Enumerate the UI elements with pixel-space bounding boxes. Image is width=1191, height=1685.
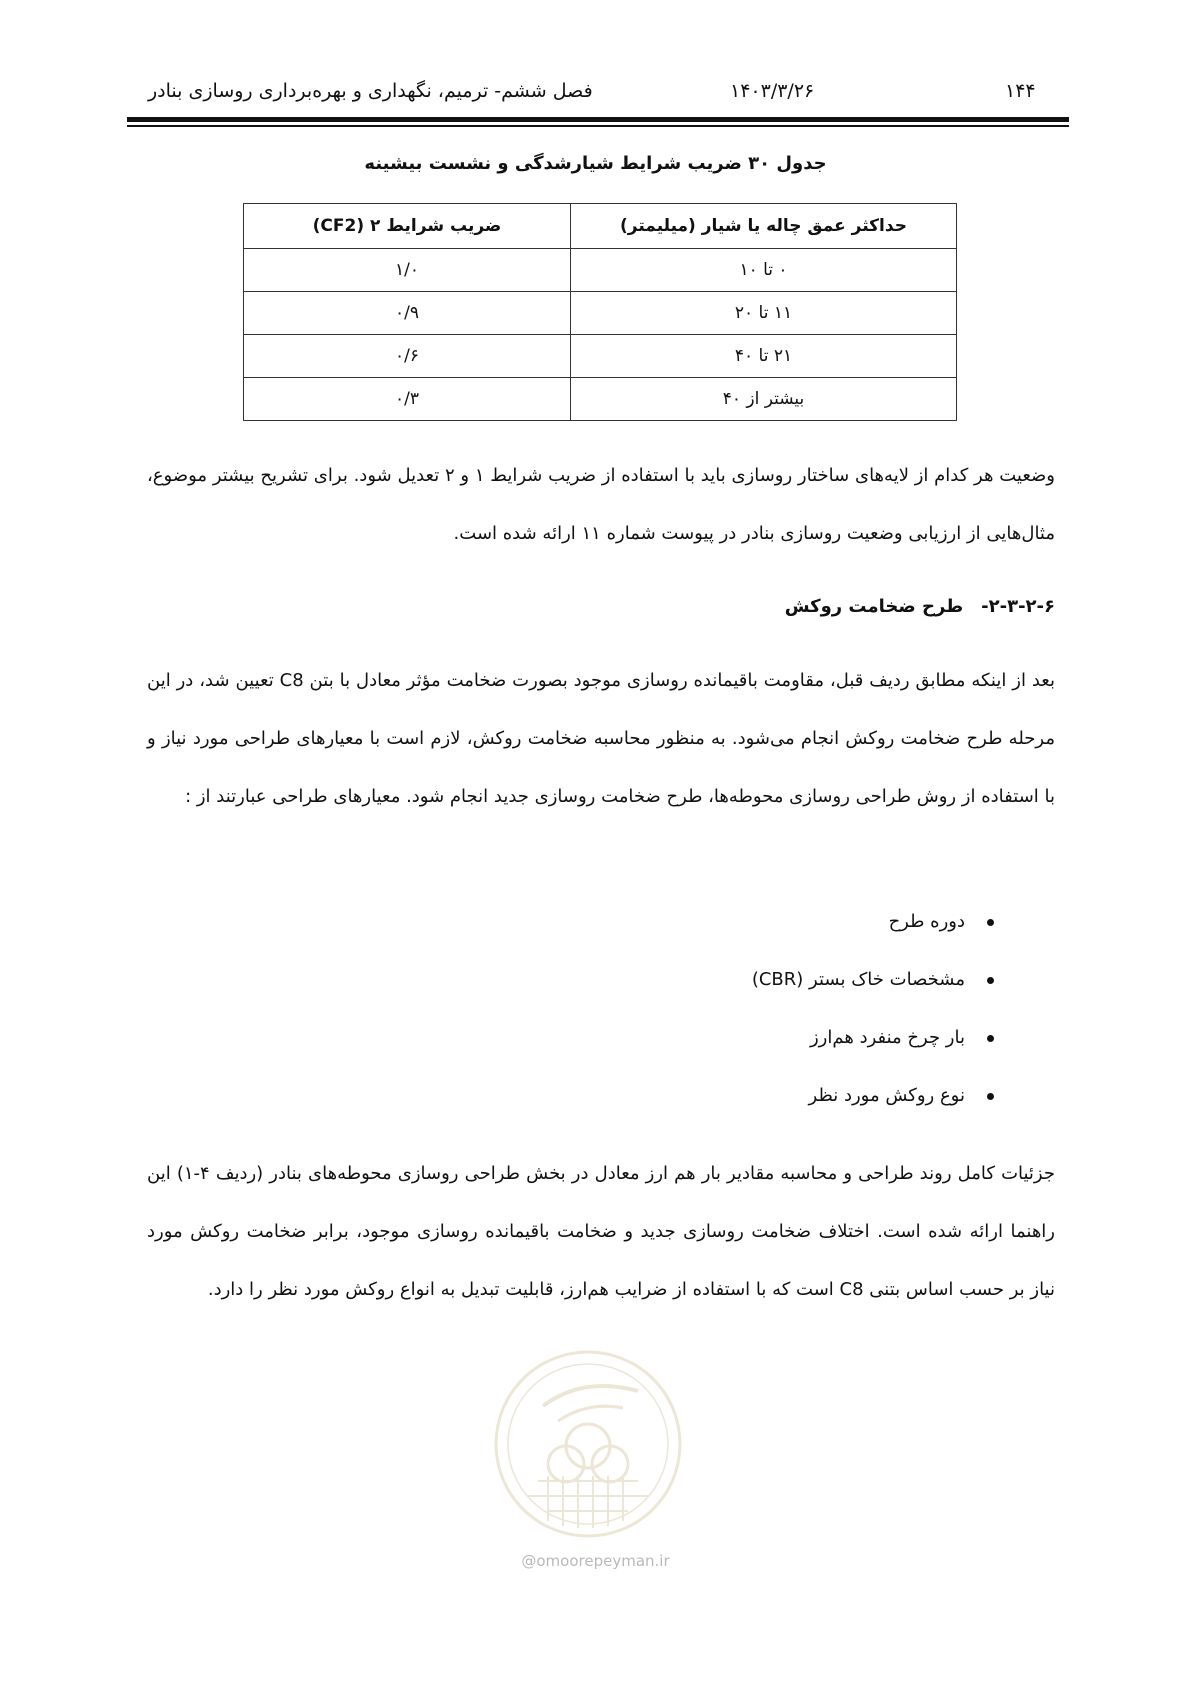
paragraph-overlay-design: بعد از اینکه مطابق ردیف قبل، مقاومت باقیمانده روسازی موجود بصورت ضخامت مؤثر معادل با بتن C8 تعیین شد، در این مرحله طرح ضخامت روکش انجام می‌شود. به منظور محاسبه ضخامت روکش، لازم است با معیارهای طراحی مورد نیاز و با استفاده از روش طراحی روسازی محوطه‌ها، طرح ضخامت روسازی جدید انجام شود. معیارهای طراحی عبارتند از : (147, 670, 1055, 807)
bullet-dot-icon (987, 919, 994, 926)
section-number: ۲-۳-۲-۶- (981, 596, 1055, 617)
watermark-logo-icon (488, 1346, 688, 1541)
header-rule-thick (127, 117, 1069, 122)
section-heading (0, 596, 1055, 617)
header-chapter-title: فصل ششم- ترمیم، نگهداری و بهره‌برداری روسازی بنادر (148, 80, 593, 102)
list-item: دوره طرح (0, 893, 994, 951)
list-item: بار چرخ منفرد هم‌ارز (0, 1009, 994, 1067)
rutting-factor-table (243, 203, 957, 421)
table-row (244, 335, 957, 378)
cell-depth: ۱۱ تا ۲۰ (571, 292, 957, 335)
bullet-dot-icon (987, 977, 994, 984)
cell-depth: بیشتر از ۴۰ (571, 378, 957, 421)
design-criteria-list (0, 893, 994, 1125)
cell-factor: ۰/۳ (244, 378, 571, 421)
list-item: نوع روکش مورد نظر (0, 1067, 994, 1125)
paragraph-design-details: جزئیات کامل روند طراحی و محاسبه مقادیر بار هم ارز معادل در بخش طراحی روسازی محوطه‌های بنادر (ردیف ۴-۱) این راهنما ارائه شده است. اختلاف ضخامت روسازی جدید و ضخامت باقیمانده روسازی موجود، برابر ضخامت روکش مورد نیاز بر حسب اساس بتنی C8 است که با استفاده از ضرایب هم‌ارز، قابلیت تبدیل به انواع روکش مورد نظر را دارد. (147, 1163, 1055, 1300)
table-row (244, 292, 957, 335)
header-date: ۱۴۰۳/۳/۲۶ (730, 80, 815, 102)
header-rule-thin (127, 125, 1069, 127)
cell-depth: ۲۱ تا ۴۰ (571, 335, 957, 378)
cell-factor: ۱/۰ (244, 249, 571, 292)
paragraph-condition-adjustment: وضعیت هر کدام از لایه‌های ساختار روسازی باید با استفاده از ضریب شرایط ۱ و ۲ تعدیل شود. برای تشریح بیشتر موضوع، مثال‌هایی از ارزیابی وضعیت روسازی بنادر در پیوست شماره ۱۱ ارائه شده است. (147, 465, 1055, 544)
watermark-site: @omoorepeyman.ir (521, 1552, 670, 1570)
header-page-number: ۱۴۴ (1005, 80, 1036, 102)
col-header-depth: حداکثر عمق چاله یا شیار (میلیمتر) (571, 204, 957, 249)
bullet-dot-icon (987, 1035, 994, 1042)
table-row (244, 249, 957, 292)
col-header-factor: ضریب شرایط ۲ (CF2) (244, 204, 571, 249)
table-caption: جدول ۳۰ ضریب شرایط شیارشدگی و نشست بیشینه (364, 153, 827, 174)
table-header-row (244, 204, 957, 249)
cell-depth: ۰ تا ۱۰ (571, 249, 957, 292)
section-title: طرح ضخامت روکش (784, 596, 964, 617)
table-row (244, 378, 957, 421)
list-item: مشخصات خاک بستر (CBR) (0, 951, 994, 1009)
cell-factor: ۰/۶ (244, 335, 571, 378)
bullet-dot-icon (987, 1093, 994, 1100)
cell-factor: ۰/۹ (244, 292, 571, 335)
